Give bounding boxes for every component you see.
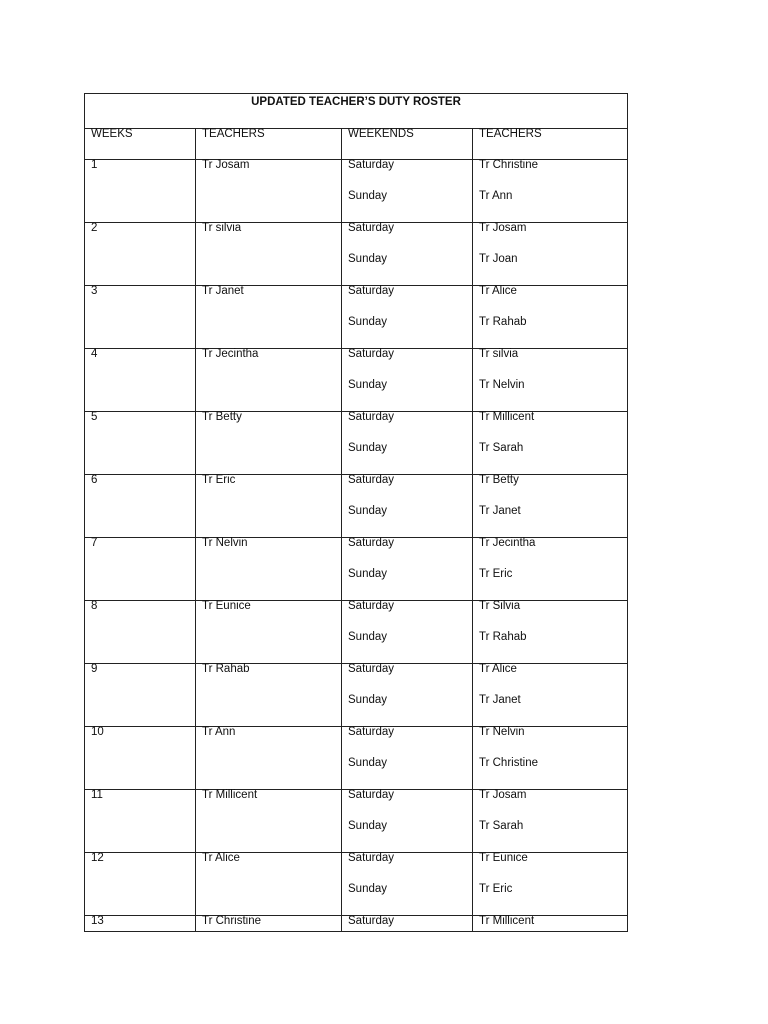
- header-weeks: WEEKS: [85, 129, 196, 160]
- weekend-day: Sunday: [348, 253, 388, 265]
- table-row: [85, 160, 628, 223]
- roster-body: [85, 160, 628, 932]
- week-number: 1: [91, 159, 98, 171]
- weekend-cell: [342, 853, 473, 916]
- weekend-teacher-name: Tr Josam: [479, 222, 527, 234]
- weekend-teacher-cell: [473, 538, 628, 601]
- teacher-cell: [196, 790, 342, 853]
- weekend-teacher-name: Tr Josam: [479, 789, 527, 801]
- weekend-cell: [342, 916, 473, 932]
- teacher-cell: [196, 349, 342, 412]
- week-cell: [85, 538, 196, 601]
- teacher-cell: [196, 286, 342, 349]
- table-row: [85, 475, 628, 538]
- week-number: 9: [91, 663, 98, 675]
- weekend-teacher-cell: [473, 286, 628, 349]
- weekend-day: Sunday: [348, 568, 388, 580]
- teacher-name: Tr Nelvin: [202, 537, 248, 549]
- teacher-cell: [196, 412, 342, 475]
- duty-roster-table: [84, 93, 628, 932]
- table-row: [85, 601, 628, 664]
- weekend-day: Saturday: [348, 852, 395, 864]
- weekend-teacher-cell: [473, 412, 628, 475]
- weekend-cell: [342, 727, 473, 790]
- weekend-teacher-name: Tr Sarah: [479, 442, 524, 454]
- weekend-day: Sunday: [348, 442, 388, 454]
- table-row: [85, 223, 628, 286]
- weekend-teacher-name: Tr Nelvin: [479, 726, 525, 738]
- teacher-name: Tr Alice: [202, 852, 240, 864]
- weekend-day: Sunday: [348, 820, 388, 832]
- weekend-day: Sunday: [348, 505, 388, 517]
- weekend-teacher-name: Tr Christine: [479, 159, 538, 171]
- header-row: [85, 129, 628, 160]
- weekend-teacher-name: Tr Eric: [479, 568, 513, 580]
- weekend-teacher-cell: [473, 790, 628, 853]
- weekend-day: Saturday: [348, 663, 395, 675]
- week-number: 12: [91, 852, 104, 864]
- header-teachers: TEACHERS: [196, 129, 342, 160]
- weekend-teacher-name: Tr Alice: [479, 663, 517, 675]
- header-weekends: WEEKENDS: [342, 129, 473, 160]
- weekend-teacher-cell: [473, 601, 628, 664]
- table-row: [85, 286, 628, 349]
- table-row: [85, 727, 628, 790]
- teacher-name: Tr Eric: [202, 474, 236, 486]
- week-number: 3: [91, 285, 98, 297]
- weekend-teacher-name: Tr silvia: [479, 348, 519, 360]
- weekend-teacher-name: Tr Janet: [479, 505, 521, 517]
- week-cell: [85, 727, 196, 790]
- header-weekend-teachers: TEACHERS: [473, 129, 628, 160]
- teacher-cell: [196, 601, 342, 664]
- weekend-day: Saturday: [348, 159, 395, 171]
- weekend-teacher-name: Tr Christine: [479, 757, 538, 769]
- weekend-day: Saturday: [348, 348, 395, 360]
- teacher-name: Tr Josam: [202, 159, 250, 171]
- weekend-cell: [342, 412, 473, 475]
- week-number: 6: [91, 474, 98, 486]
- teacher-name: Tr Millicent: [202, 789, 258, 801]
- teacher-cell: [196, 916, 342, 932]
- weekend-day: Saturday: [348, 285, 395, 297]
- weekend-cell: [342, 349, 473, 412]
- teacher-cell: [196, 538, 342, 601]
- week-number: 4: [91, 348, 98, 360]
- weekend-teacher-name: Tr Joan: [479, 253, 518, 265]
- week-cell: [85, 160, 196, 223]
- weekend-teacher-cell: [473, 223, 628, 286]
- weekend-day: Sunday: [348, 316, 388, 328]
- teacher-name: Tr Ann: [202, 726, 236, 738]
- weekend-day: Saturday: [348, 474, 395, 486]
- weekend-day: Sunday: [348, 694, 388, 706]
- week-cell: [85, 349, 196, 412]
- table-row: [85, 412, 628, 475]
- weekend-day: Sunday: [348, 190, 388, 202]
- table-row: [85, 790, 628, 853]
- weekend-cell: [342, 160, 473, 223]
- weekend-teacher-name: Tr Rahab: [479, 316, 527, 328]
- teacher-cell: [196, 664, 342, 727]
- weekend-cell: [342, 223, 473, 286]
- week-cell: [85, 601, 196, 664]
- week-cell: [85, 475, 196, 538]
- table-row: [85, 349, 628, 412]
- weekend-teacher-cell: [473, 853, 628, 916]
- teacher-cell: [196, 727, 342, 790]
- teacher-name: Tr Jecintha: [202, 348, 259, 360]
- weekend-day: Saturday: [348, 789, 395, 801]
- table-row: [85, 916, 628, 932]
- weekend-day: Saturday: [348, 726, 395, 738]
- title-row: [85, 94, 628, 129]
- weekend-teacher-cell: [473, 349, 628, 412]
- weekend-teacher-name: Tr Millicent: [479, 411, 535, 423]
- week-number: 10: [91, 726, 104, 738]
- weekend-day: Saturday: [348, 915, 395, 927]
- weekend-teacher-name: Tr Eunice: [479, 852, 528, 864]
- teacher-cell: [196, 223, 342, 286]
- roster-title: UPDATED TEACHER’S DUTY ROSTER: [85, 94, 628, 129]
- weekend-teacher-name: Tr Silvia: [479, 600, 521, 612]
- week-number: 8: [91, 600, 98, 612]
- weekend-day: Sunday: [348, 883, 388, 895]
- teacher-name: Tr Rahab: [202, 663, 250, 675]
- weekend-teacher-cell: [473, 727, 628, 790]
- weekend-teacher-name: Tr Ann: [479, 190, 513, 202]
- weekend-cell: [342, 286, 473, 349]
- teacher-name: Tr Betty: [202, 411, 242, 423]
- week-cell: [85, 916, 196, 932]
- week-number: 13: [91, 915, 104, 927]
- weekend-day: Saturday: [348, 600, 395, 612]
- week-cell: [85, 664, 196, 727]
- weekend-teacher-name: Tr Betty: [479, 474, 519, 486]
- week-cell: [85, 286, 196, 349]
- weekend-teacher-name: Tr Rahab: [479, 631, 527, 643]
- weekend-teacher-name: Tr Sarah: [479, 820, 524, 832]
- weekend-cell: [342, 475, 473, 538]
- week-number: 11: [91, 789, 103, 801]
- table-row: [85, 853, 628, 916]
- weekend-cell: [342, 790, 473, 853]
- week-number: 2: [91, 222, 98, 234]
- weekend-teacher-name: Tr Jecintha: [479, 537, 536, 549]
- teacher-name: Tr silvia: [202, 222, 242, 234]
- teacher-cell: [196, 160, 342, 223]
- week-cell: [85, 790, 196, 853]
- week-cell: [85, 853, 196, 916]
- week-cell: [85, 223, 196, 286]
- teacher-cell: [196, 475, 342, 538]
- weekend-day: Saturday: [348, 537, 395, 549]
- weekend-cell: [342, 601, 473, 664]
- weekend-teacher-cell: [473, 664, 628, 727]
- table-row: [85, 538, 628, 601]
- teacher-cell: [196, 853, 342, 916]
- weekend-day: Saturday: [348, 222, 395, 234]
- weekend-day: Sunday: [348, 379, 388, 391]
- week-number: 7: [91, 537, 98, 549]
- weekend-teacher-name: Tr Eric: [479, 883, 513, 895]
- weekend-teacher-name: Tr Nelvin: [479, 379, 525, 391]
- weekend-teacher-cell: [473, 160, 628, 223]
- teacher-name: Tr Janet: [202, 285, 244, 297]
- teacher-name: Tr Eunice: [202, 600, 251, 612]
- weekend-cell: [342, 538, 473, 601]
- week-number: 5: [91, 411, 98, 423]
- weekend-teacher-name: Tr Millicent: [479, 915, 535, 927]
- weekend-day: Saturday: [348, 411, 395, 423]
- weekend-day: Sunday: [348, 631, 388, 643]
- weekend-teacher-name: Tr Alice: [479, 285, 517, 297]
- weekend-cell: [342, 664, 473, 727]
- weekend-teacher-cell: [473, 475, 628, 538]
- teacher-name: Tr Christine: [202, 915, 261, 927]
- weekend-teacher-cell: [473, 916, 628, 932]
- weekend-day: Sunday: [348, 757, 388, 769]
- week-cell: [85, 412, 196, 475]
- table-row: [85, 664, 628, 727]
- weekend-teacher-name: Tr Janet: [479, 694, 521, 706]
